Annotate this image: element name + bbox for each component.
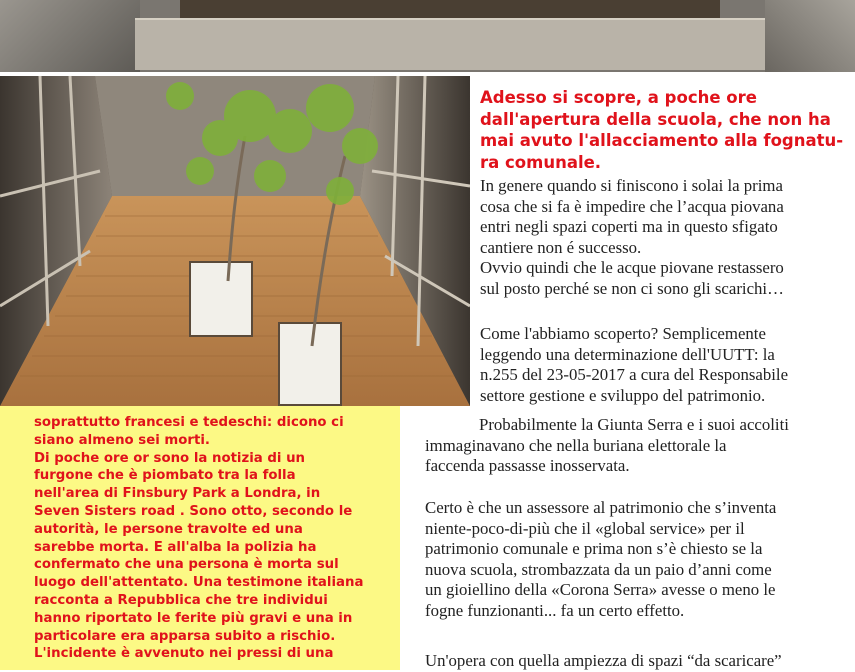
text-line: Probabilmente la Giunta Serra e i suoi accoliti	[479, 415, 789, 434]
paragraph-5	[425, 651, 782, 672]
photo-wall-right	[765, 0, 855, 72]
sidebar-line: confermato che una persona è morta sul	[34, 557, 339, 573]
sidebar-line: luogo dell'attentato. Una testimone italiana	[34, 575, 364, 591]
courtyard-illustration	[0, 76, 470, 406]
sidebar-line: particolare era apparsa subito a rischio.	[34, 628, 336, 644]
headline-line: dall'apertura della scuola, che non ha	[480, 109, 831, 129]
headline-line: Adesso si scopre, a poche ore	[480, 88, 757, 107]
text-line: faccenda passasse inosservata.	[425, 456, 630, 476]
sidebar-line: hanno riportato le ferite più gravi e una in	[34, 610, 353, 626]
sidebar-line: autorità, le persone travolte ed una	[34, 521, 303, 537]
sidebar-line: Seven Sisters road . Sono otto, secondo le	[34, 503, 353, 519]
sidebar-line: L'incidente è avvenuto nei pressi di una	[34, 646, 334, 662]
photo-planter	[135, 18, 765, 70]
paragraph-1	[480, 176, 784, 300]
text-line: cosa che si fa è impedire che l’acqua piovana	[480, 196, 784, 216]
text-line: sul posto perché se non ci sono gli scarichi…	[480, 278, 784, 298]
photo-soil	[180, 0, 720, 18]
text-line: cantiere non é successo.	[480, 237, 642, 257]
sidebar-line: racconta a Repubblica che tre individui	[34, 592, 328, 608]
text-line: Un'opera con quella ampiezza di spazi “da scaricare”	[425, 651, 782, 670]
text-line: Certo è che un assessore al patrimonio che s’inventa	[425, 498, 777, 517]
sidebar-line: furgone che è piombato tra la folla	[34, 468, 296, 484]
text-line: nuova scuola, strombazzata da un paio d’anni come	[425, 559, 772, 579]
text-line: patrimonio comunale e prima non s’è chiesto se la	[425, 539, 763, 559]
paragraph-4	[425, 498, 776, 622]
text-line: n.255 del 23-05-2017 a cura del Responsabile	[480, 365, 789, 385]
text-line: settore gestione e sviluppo del patrimonio.	[480, 385, 766, 405]
text-line: immaginavano che nella buriana elettorale la	[425, 435, 727, 455]
sidebar-line: Di poche ore or sono la notizia di un	[34, 450, 306, 466]
text-line: Ovvio quindi che le acque piovane restassero	[480, 258, 784, 278]
photo-wall-left	[0, 0, 140, 72]
text-line: un gioiellino della «Corona Serra» avesse o meno le	[425, 580, 776, 600]
courtyard-photo	[0, 76, 470, 406]
sidebar-text	[34, 414, 394, 663]
text-line: leggendo una determinazione dell'UUTT: la	[480, 344, 775, 364]
top-photo	[0, 0, 855, 72]
sidebar-line: siano almeno sei morti.	[34, 432, 210, 448]
headline-line: ra comunale.	[480, 152, 602, 172]
paragraph-2	[480, 324, 788, 406]
text-line: Come l'abbiamo scoperto? Semplicemente	[480, 324, 766, 343]
sidebar-line: soprattutto francesi e tedeschi: dicono ci	[34, 415, 344, 430]
sidebar-line: nell'area di Finsbury Park a Londra, in	[34, 486, 321, 502]
sidebar-line: sarebbe morta. E all'alba la polizia ha	[34, 539, 317, 555]
text-line: fogne funzionanti... fa un certo effetto.	[425, 600, 685, 620]
news-sidebar	[0, 406, 400, 670]
text-line: In genere quando si finiscono i solai la prima	[480, 176, 783, 195]
text-line: entri negli spazi coperti ma in questo sfigato	[480, 217, 778, 237]
paragraph-3	[425, 415, 789, 477]
headline-line: mai avuto l'allacciamento alla fognatu-	[480, 131, 844, 150]
article-headline	[480, 87, 852, 173]
text-line: niente-poco-di-più che il «global service» per il	[425, 518, 745, 538]
